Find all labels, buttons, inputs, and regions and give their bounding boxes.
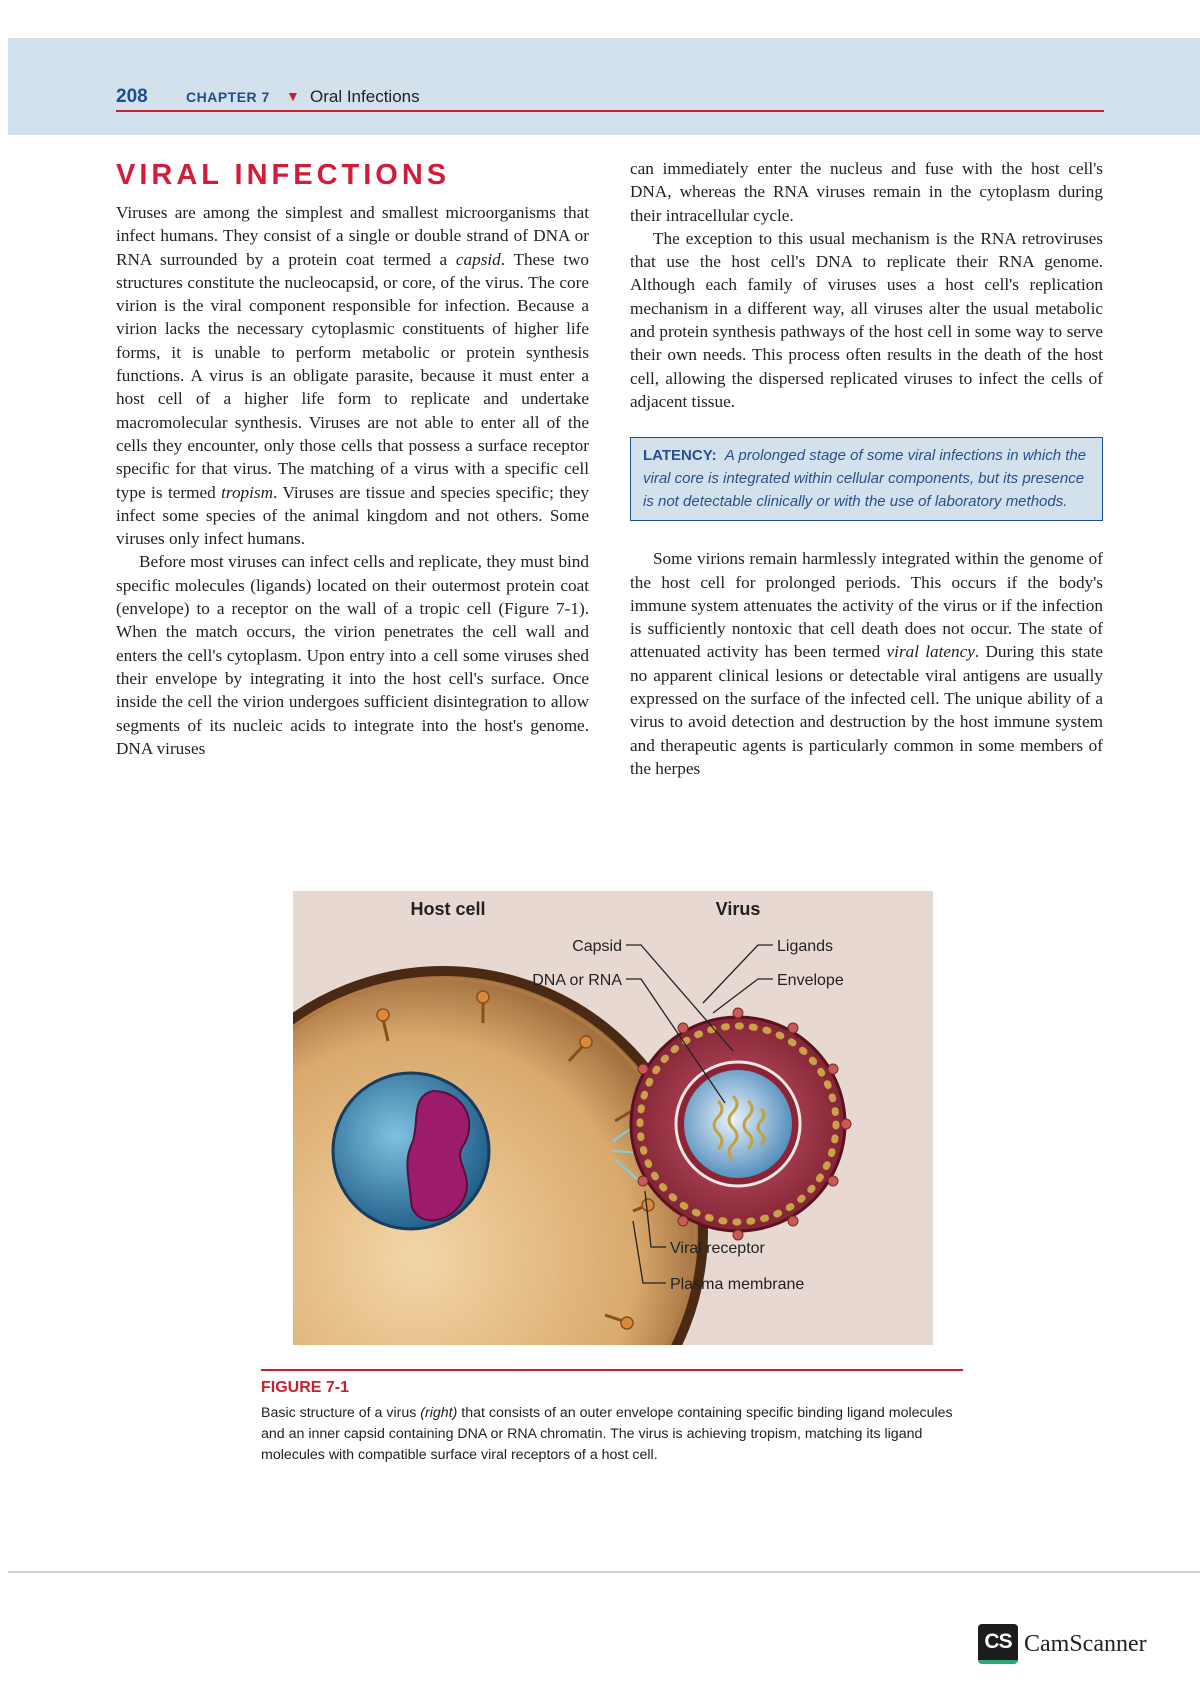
paragraph-text: . Viruses are tissue and species specific; they infect some species of the animal kingdom and not others. Some viruses only infect humans. [116,482,589,549]
camscanner-watermark [978,1624,1147,1664]
paragraph-text: Viruses are among the simplest and smallest microorganisms that infect humans. They consist of a single or double strand of DNA or RNA surrounded by a protein coat termed a [116,203,589,269]
dna-rna-label: DNA or RNA [532,972,622,989]
envelope-callout [713,979,773,1013]
figure-caption [261,1403,961,1466]
figure-number: FIGURE 7-1 [261,1379,350,1396]
paragraph [116,201,589,550]
paragraph: Before most viruses can infect cells and replicate, they must bind specific molecules (ligands) located on their outermost protein coat (envelope) to a receptor on the wall of a tropic cell (Figure 7-1). When the match occurs, the virion penetrates the cell wall and enters the cell's cytoplasm. Upon entry into a cell some viruses shed their envelope by integrating it into the host cell's surface. Once inside the cell the virion undergoes sufficient disintegration to allow segments of its nucleic acids to integrate into the host's genome. DNA viruses [116,552,589,758]
virus-heading: Virus [715,899,761,919]
viral-receptor-label: Viral receptor [670,1240,765,1257]
section-heading: VIRAL INFECTIONS [116,159,451,191]
left-column [116,159,589,760]
chapter-arrow-icon: ▼ [286,88,300,104]
caption-emphasis: (right) [420,1405,458,1421]
host-cell-heading: Host cell [410,899,486,919]
envelope-label: Envelope [777,972,844,989]
chapter-title: Oral Infections [310,87,420,106]
paragraph-text: . These two structures constitute the nucleocapsid, or core, of the virus. The core virion is the viral component responsible for infection. Because a virion lacks the necessary cytoplasmic constituents of higher life forms, it is unable to perform metabolic or protein synthesis functions. A virus is an obligate parasite, because it must enter a host cell of a higher life form to replicate and undertake macromolecular synthesis. Viruses are not able to enter all of the cells they encounter, only those cells that possess a surface receptor specific for that virus. The matching of a virus with a specific cell type is termed [116,249,590,502]
running-header-band [8,39,1200,135]
term-tropism: tropism [221,482,274,502]
paragraph: The exception to this usual mechanism is the RNA retroviruses that use the host cell's DNA to replicate their RNA genome. Although each family of viruses uses a host cell's replication mechanism in a different way, all viruses alter the usual metabolic and protein synthesis pathways of the host cell in some way to serve their own needs. This process often results in the death of the host cell, allowing the dispersed replicated viruses to infect the cells of adjacent tissue. [630,228,1103,411]
caption-text: Basic structure of a virus [261,1405,421,1421]
host-nucleus [333,1073,489,1229]
paragraph [630,547,1103,780]
definition-text: A prolonged stage of some viral infections in which the viral core is integrated within cellular components, but its presence is not detectable clinically or with the use of laboratory methods. [643,447,1087,511]
capsid-label: Capsid [572,938,622,955]
definition-box [630,437,1103,521]
term-capsid: capsid [455,249,501,269]
figure-rule [261,1369,963,1371]
plasma-membrane-label: Plasma membrane [670,1276,805,1293]
term-viral-latency: viral latency [886,642,975,662]
figure-illustration [293,891,933,1345]
paragraph-text: Some virions remain harmlessly integrated within the genome of the host cell for prolonged periods. This occurs if the body's immune system attenuates the activity of the virus or if the infection is sufficiently nontoxic that cell death does not occur. The state of attenuated activity has been termed [630,549,1103,662]
definition-term: LATENCY: [643,447,717,465]
paragraph-text: . During this state no apparent clinical lesions or detectable viral antigens are usually expressed on the surface of the infected cell. The unique ability of a virus to avoid detection and destruction by the host immune system and therapeutic agents is particularly common in some members of the herpes [630,642,1104,778]
virus-host-cell-diagram [293,891,933,1345]
ligands-label: Ligands [777,938,834,955]
document-page [8,38,1200,1573]
paragraph: can immediately enter the nucleus and fuse with the host cell's DNA, whereas the RNA viruses remain in the cytoplasm during their intracellular cycle. [630,159,1103,225]
chromatin [407,1091,469,1220]
camscanner-logo-icon [978,1624,1018,1664]
right-column [630,157,1103,780]
capsid [684,1070,792,1178]
camscanner-name: CamScanner [1024,1630,1147,1657]
logo-text: CS [984,1630,1012,1653]
caption-text: that consists of an outer envelope containing specific binding ligand molecules and an inner capsid containing DNA or RNA chromatin. The virus is achieving tropism, matching its ligand molecules with compatible surface viral receptors of a host cell. [261,1405,953,1463]
page-number: 208 [116,86,148,107]
chapter-label: CHAPTER 7 [186,89,270,105]
header-rule [116,110,1104,112]
